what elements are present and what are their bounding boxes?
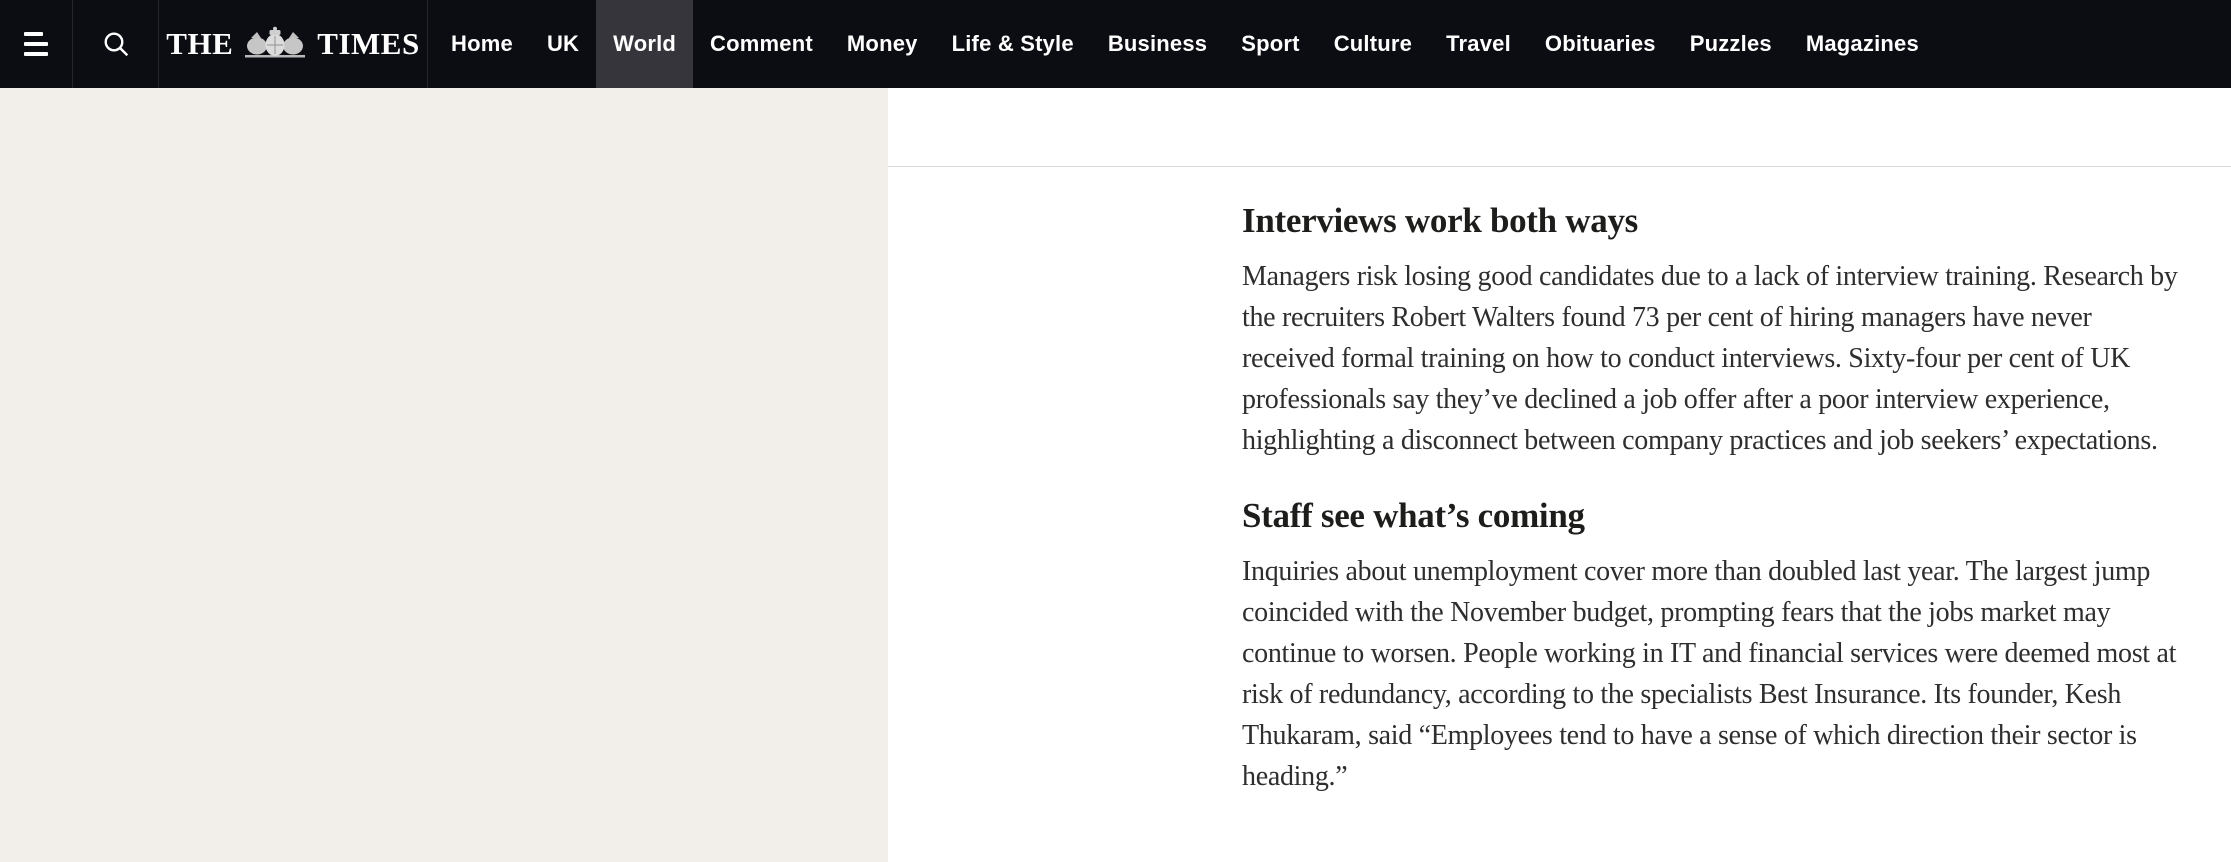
times-logo[interactable] — [159, 0, 428, 88]
hamburger-icon — [24, 32, 48, 56]
article-content — [1242, 200, 2182, 831]
logo-text-the: THE — [166, 26, 234, 61]
menu-button[interactable] — [0, 0, 73, 88]
nav-label: World — [613, 31, 677, 56]
hamburger-bar — [24, 42, 48, 46]
nav-label: Travel — [1446, 31, 1511, 56]
nav-item-world[interactable] — [596, 0, 693, 88]
hamburger-bar — [24, 32, 43, 36]
nav-item-life-style[interactable] — [935, 0, 1091, 88]
nav-label: Life & Style — [951, 31, 1074, 56]
nav-label: Magazines — [1805, 31, 1919, 56]
nav-label: Culture — [1333, 31, 1413, 56]
royal-crest-icon — [237, 26, 313, 62]
page-body — [0, 88, 2231, 862]
nav-item-obituaries[interactable] — [1528, 0, 1673, 88]
top-nav-bar — [0, 0, 2231, 88]
left-panel — [0, 88, 888, 862]
nav-label: Puzzles — [1689, 31, 1772, 56]
hamburger-bar — [24, 52, 48, 56]
nav-item-comment[interactable] — [693, 0, 830, 88]
nav-item-magazines[interactable] — [1789, 0, 1936, 88]
primary-nav — [428, 0, 1936, 88]
section-body: Inquiries about unemployment cover more than doubled last year. The largest jump coincided with the November budget, prompting fears that the jobs market may continue to worsen. People working in IT and financial services were deemed most at risk of redundancy, according to the specialists Best Insurance. Its founder, Kesh Thukaram, said “Employees tend to have a sense of which direction their sector is heading.” — [1242, 556, 2177, 792]
nav-item-culture[interactable] — [1317, 0, 1429, 88]
nav-item-sport[interactable] — [1224, 0, 1316, 88]
content-panel — [888, 88, 2231, 862]
section-heading: Staff see what’s coming — [1242, 496, 1585, 535]
nav-item-money[interactable] — [830, 0, 935, 88]
nav-item-puzzles[interactable] — [1673, 0, 1789, 88]
logo-text-times: TIMES — [317, 26, 420, 61]
nav-item-uk[interactable] — [530, 0, 596, 88]
nav-label: Money — [846, 31, 918, 56]
nav-item-home[interactable] — [434, 0, 530, 88]
search-icon — [100, 28, 132, 60]
horizontal-divider — [888, 166, 2231, 167]
nav-label: Home — [451, 31, 513, 56]
search-button[interactable] — [73, 0, 159, 88]
nav-label: Business — [1107, 31, 1208, 56]
nav-label: Obituaries — [1544, 31, 1656, 56]
nav-label: Comment — [710, 31, 813, 56]
nav-item-travel[interactable] — [1429, 0, 1528, 88]
section-heading: Interviews work both ways — [1242, 201, 1638, 240]
nav-label: Sport — [1241, 31, 1300, 56]
section-body: Managers risk losing good candidates due to a lack of interview training. Research by the recruiters Robert Walters found 73 per cent of hiring managers have never received formal training on how to conduct interviews. Sixty-four per cent of UK professionals say they’ve declined a job offer after a poor interview experience, highlighting a disconnect between company practices and job seekers’ expectations. — [1242, 261, 2178, 456]
nav-item-business[interactable] — [1091, 0, 1224, 88]
nav-label: UK — [546, 31, 580, 56]
